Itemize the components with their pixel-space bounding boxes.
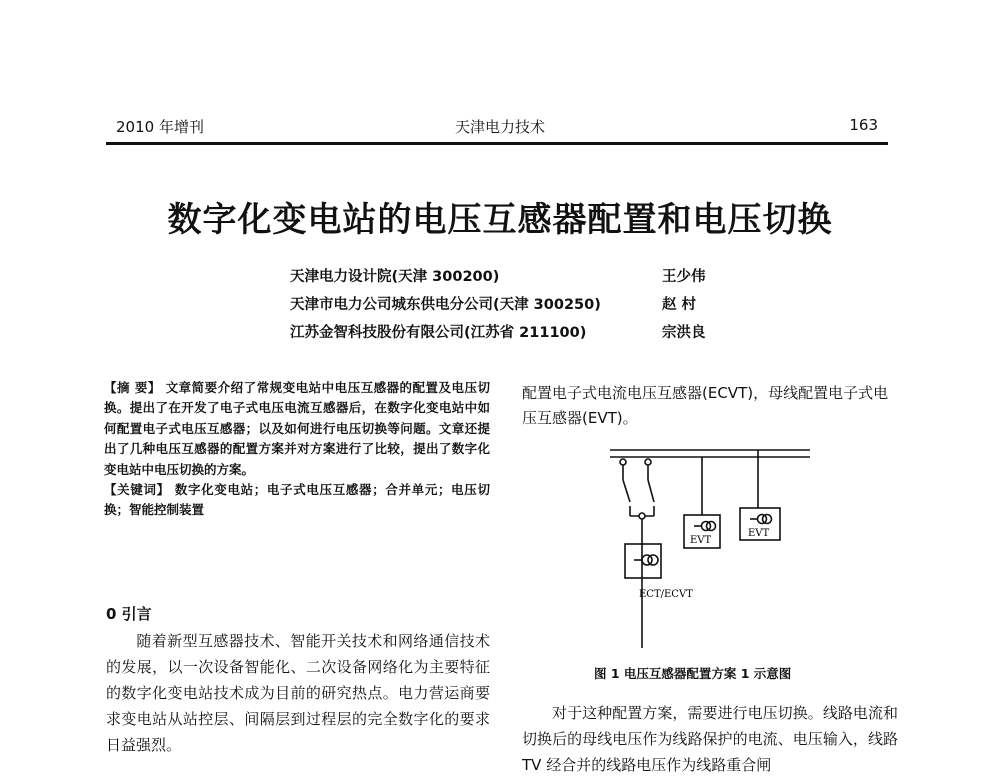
keywords-text: 数字化变电站；电子式电压互感器；合并单元；电压切换；智能控制装置 — [104, 482, 490, 518]
ecvt-box — [625, 544, 661, 578]
switch-node — [645, 459, 651, 465]
evt-1-label: EVT — [690, 535, 712, 546]
ecvt-label: ECT/ECVT — [639, 589, 693, 600]
affiliation-2: 天津市电力公司城东供电分公司(天津 300250) — [290, 297, 601, 313]
disconnect-switch — [648, 480, 654, 502]
disconnect-switch — [623, 480, 630, 502]
right-bottom-text: 对于这种配置方案，需要进行电压切换。线路电流和切换后的母线电压作为线路保护的电流、电压输入，线路 TV 经合并的线路电压作为线路重合闸 — [522, 704, 898, 774]
header-rule — [106, 142, 888, 145]
author-2: 赵 村 — [662, 296, 697, 313]
affiliation-1: 天津电力设计院(天津 300200) — [290, 269, 500, 285]
switch-node — [620, 459, 626, 465]
abstract-label: 【摘 要】 — [104, 380, 161, 395]
abstract-text: 文章简要介绍了常规变电站中电压互感器的配置及电压切换。提出了在开发了电子式电压电流互感器后，在数字化变电站中如何配置电子式电压互感器；以及如何进行电压切换等问题。文章还提出了几种电压互感器的配置方案并对方案进行了比较，提出了数字化变电站中电压切换的方案。 — [104, 380, 491, 477]
author-3: 宗洪良 — [662, 324, 706, 341]
section-heading: 0 引言 — [106, 605, 152, 623]
abstract — [104, 378, 490, 521]
affiliation-3: 江苏金智科技股份有限公司(江苏省 211100) — [290, 325, 587, 341]
intro-text: 随着新型互感器技术、智能开关技术和网络通信技术的发展，以一次设备智能化、二次设备网络化为主要特征的数字化变电站技术成为目前的研究热点。电力营运商要求变电站从站控层、间隔层到过程层的完全数字化的要求日益强烈。 — [106, 632, 490, 754]
right-column-paragraph — [522, 700, 898, 778]
figure-1-diagram — [590, 440, 820, 650]
right-column-text: 配置电子式电流电压互感器(ECVT)，母线配置电子式电压互感器(EVT)。 — [522, 384, 889, 427]
paper-title: 数字化变电站的电压互感器配置和电压切换 — [167, 200, 833, 240]
journal-name: 天津电力技术 — [454, 118, 545, 136]
page-number: 163 — [849, 116, 878, 134]
keywords-label: 【关键词】 — [104, 482, 170, 498]
author-1: 王少伟 — [662, 268, 706, 285]
evt-2-label: EVT — [748, 528, 770, 539]
intro-paragraph — [106, 628, 490, 758]
figure-caption: 图 1 电压互感器配置方案 1 示意图 — [594, 666, 792, 681]
journal-issue: 2010 年增刊 — [116, 118, 204, 136]
